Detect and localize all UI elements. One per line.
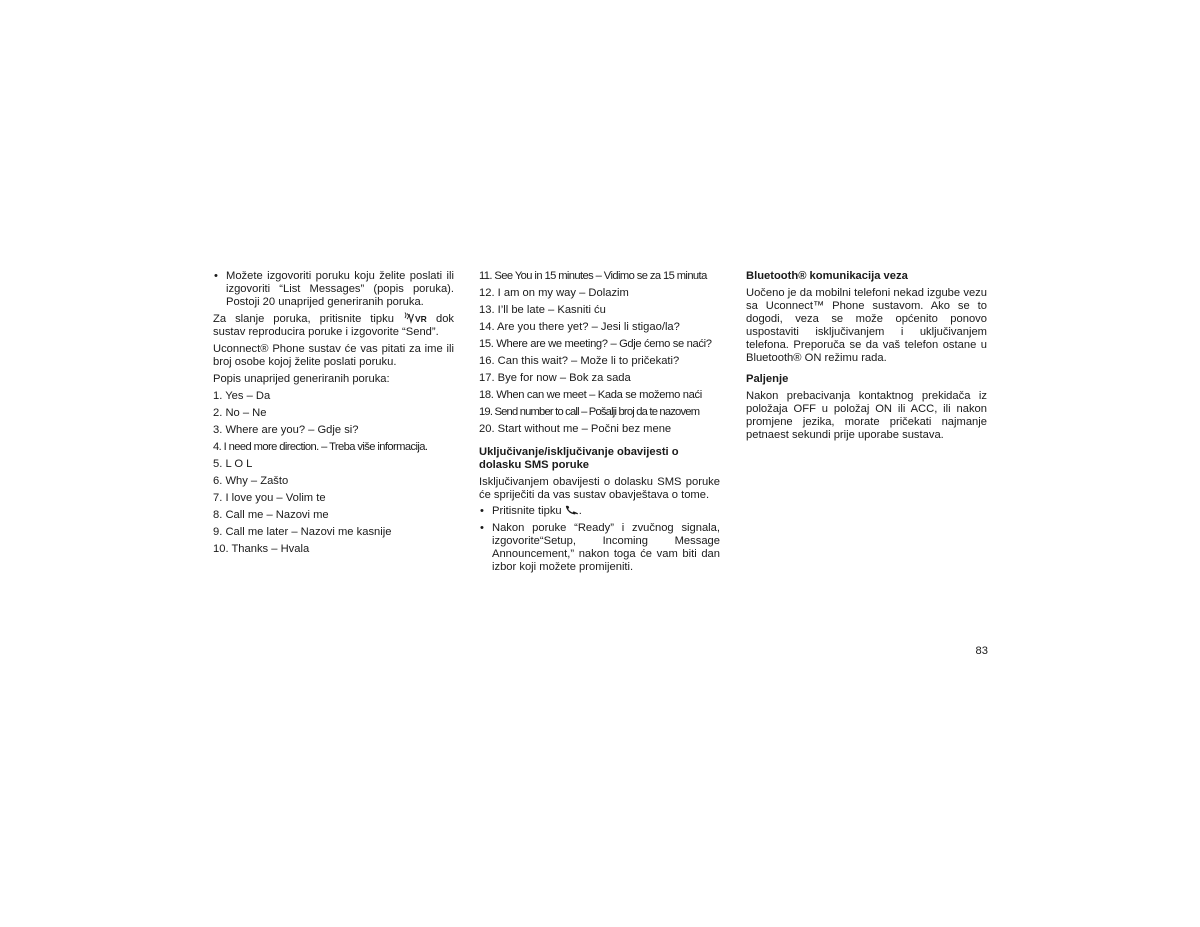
message-item: 18. When can we meet – Kada se možemo naći: [479, 389, 702, 401]
message-item: 15. Where are we meeting? – Gdje ćemo se naći?: [479, 338, 712, 350]
message-list-2: [479, 270, 720, 436]
message-item: 10. Thanks – Hvala: [213, 543, 310, 555]
bullet-text-pre: Pritisnite tipku: [492, 505, 562, 517]
message-item: 8. Call me – Nazovi me: [213, 509, 329, 521]
bullet-text: Možete izgovoriti poruku koju želite poslati ili izgovoriti “List Messages” (popis poruka). Postoji 20 unaprijed generiranih poruka.: [226, 270, 454, 308]
message-item: 20. Start without me – Počni bez mene: [479, 423, 672, 435]
send-instruction: [213, 312, 454, 339]
page-number: 83: [975, 645, 988, 657]
message-item: 12. I am on my way – Dolazim: [479, 287, 629, 299]
column-left: [213, 270, 454, 556]
column-right: [746, 270, 987, 442]
message-item: 1. Yes – Da: [213, 390, 271, 402]
bullet-dot: •: [480, 505, 484, 517]
bullet-text-post: .: [578, 505, 582, 517]
bullet-dot: •: [214, 270, 218, 282]
phone-icon: [565, 505, 579, 515]
message-item: 2. No – Ne: [213, 407, 267, 419]
message-item: 7. I love you – Volim te: [213, 492, 326, 504]
send-instruction-pre: Za slanje poruka, pritisnite tipku: [213, 313, 394, 325]
voice-recognition-icon: [403, 312, 427, 324]
messages-intro: Popis unaprijed generiranih poruka:: [213, 373, 390, 385]
message-item: 4. I need more direction. – Treba više informacija.: [213, 441, 428, 453]
message-item: 17. Bye for now – Bok za sada: [479, 372, 631, 384]
message-item: 6. Why – Zašto: [213, 475, 289, 487]
sms-notification-intro: Isključivanjem obavijesti o dolasku SMS poruke će spriječiti da vas sustav obavještava o tome.: [479, 476, 720, 501]
svg-text:VR: VR: [414, 314, 427, 324]
ignition-heading: Paljenje: [746, 373, 789, 385]
uconnect-paragraph: Uconnect® Phone sustav će vas pitati za ime ili broj osobe kojoj želite poslati poruku.: [213, 343, 454, 368]
column-middle: [479, 270, 720, 574]
message-item: 11. See You in 15 minutes – Vidimo se za 15 minuta: [479, 270, 707, 282]
message-item: 14. Are you there yet? – Jesi li stigao/la?: [479, 321, 680, 333]
bullet-dot: •: [480, 522, 484, 534]
message-item: 3. Where are you? – Gdje si?: [213, 424, 359, 436]
bullet-item: [213, 270, 454, 309]
ignition-paragraph: Nakon prebacivanja kontaktnog prekidača iz položaja OFF u položaj ON ili ACC, ili nakon promjene jezika, morate pričekati najmanje petnaest sekundi prije uporabe sustava.: [746, 390, 987, 441]
bluetooth-paragraph: Uočeno je da mobilni telefoni nekad izgube vezu sa Uconnect™ Phone sustavom. Ako se to dogodi, veza se može općenito ponovo uspostaviti isključivanjem i uključivanjem telefona. Preporuča se da vaš telefon ostane u Bluetooth® ON režimu rada.: [746, 287, 987, 364]
message-item: 16. Can this wait? – Može li to pričekati?: [479, 355, 680, 367]
message-item: 5. L O L: [213, 458, 253, 470]
message-item: 9. Call me later – Nazovi me kasnije: [213, 526, 392, 538]
message-item: 19. Send number to call – Pošalji broj da te nazovem: [479, 406, 700, 418]
send-instruction-post: dok sustav reproducira poruke i izgovorite “Send”.: [213, 313, 455, 338]
message-item: 13. I’ll be late – Kasniti ću: [479, 304, 606, 316]
bluetooth-heading: Bluetooth® komunikacija veza: [746, 270, 908, 282]
sms-notification-heading: Uključivanje/isključivanje obavijesti o dolasku SMS poruke: [479, 446, 679, 471]
bullet-item: [479, 522, 720, 574]
bullet-item: [479, 505, 720, 518]
bullet-text: Nakon poruke “Ready” i zvučnog signala, izgovorite“Setup, Incoming Message Announcement,” nakon toga će vam biti dan izbor koji možete promijeniti.: [492, 522, 720, 573]
message-list-1: [213, 390, 454, 556]
